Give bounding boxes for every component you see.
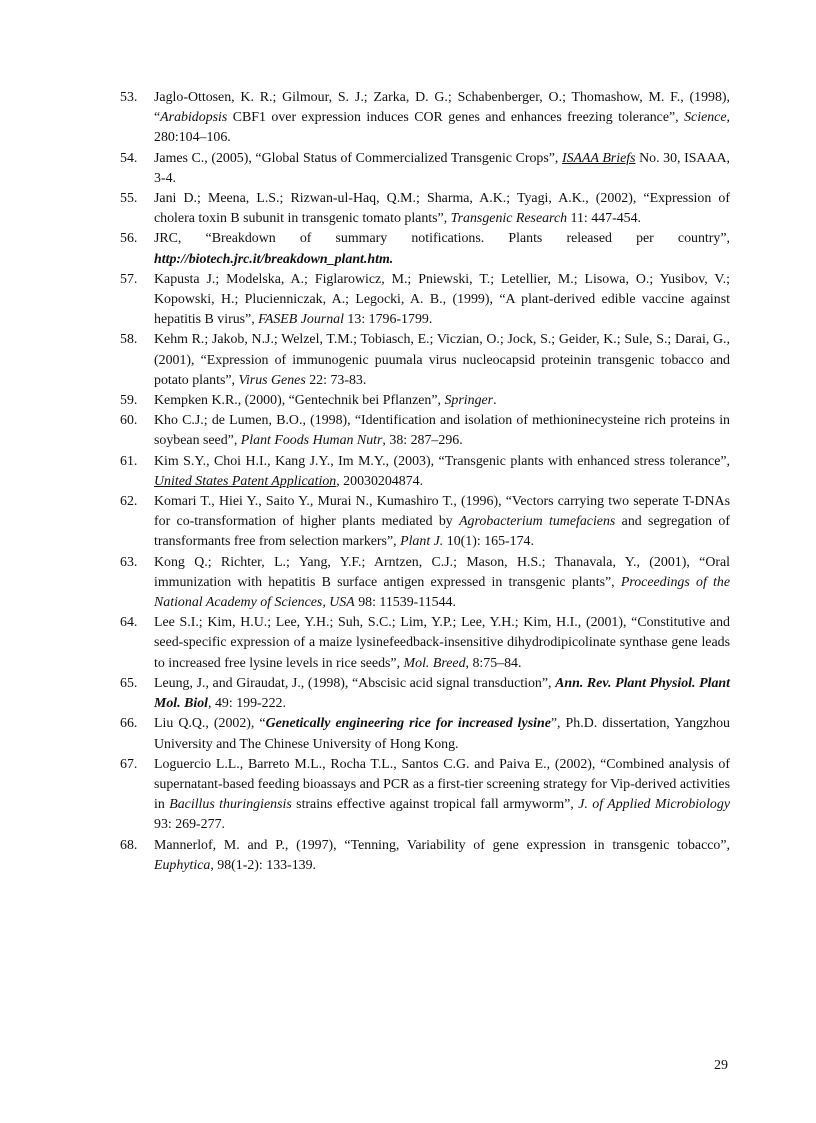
reference-segment: Kehm R.; Jakob, N.J.; Welzel, T.M.; Tobiasch, E.; Viczian, O.; Jock, S.; Geider, K.; Sule, S.; Darai, G., (2001), “Expression of immunogenic puumala virus nucleocapsid proteinin transgenic tobacco and potato plants”,: [154, 332, 730, 388]
reference-text: [154, 272, 730, 327]
reference-item: [116, 836, 730, 876]
reference-item: [116, 492, 730, 553]
reference-text: [154, 191, 730, 226]
reference-item: [116, 452, 730, 492]
reference-number: 58.: [120, 332, 138, 348]
reference-segment: Leung, J., and Giraudat, J., (1998), “Abscisic acid signal transduction”,: [154, 675, 556, 691]
reference-text: [154, 413, 730, 448]
reference-number: 64.: [120, 615, 138, 631]
reference-number: 56.: [120, 231, 138, 247]
reference-text: [154, 151, 730, 186]
reference-segment: strains effective against tropical fall armyworm”,: [291, 797, 579, 813]
reference-segment: 11: 447-454.: [567, 211, 642, 227]
reference-segment: Science: [684, 110, 727, 126]
reference-segment: CBF1 over expression induces COR genes and enhances freezing tolerance”,: [227, 110, 685, 126]
reference-segment: .: [493, 393, 497, 409]
reference-segment: No. 30, ISAAA, 3-4.: [154, 150, 730, 186]
reference-text: [154, 555, 730, 610]
reference-segment: Springer: [444, 393, 494, 409]
reference-text: [154, 838, 730, 873]
reference-item: [116, 714, 730, 754]
reference-text: [154, 757, 730, 833]
reference-segment: 22: 73-83.: [305, 372, 367, 388]
reference-segment: Lee S.I.; Kim, H.U.; Lee, Y.H.; Suh, S.C.; Lim, Y.P.; Lee, Y.H.; Kim, H.I., (2001), “Constitutive and seed-specific expression of a maize lysinefeedback-insensitive dihydrodipicolinate synthase gene leads to increased free lysine levels in rice seeds”,: [154, 615, 730, 671]
reference-text: [154, 676, 730, 711]
reference-text: [154, 231, 730, 266]
reference-segment: Kim S.Y., Choi H.I., Kang J.Y., Im M.Y., (2003), “Transgenic plants with enhanced stress tolerance”,: [154, 453, 730, 469]
reference-segment: , 280:104–106.: [154, 110, 730, 146]
reference-segment: , 98(1-2): 133-139.: [210, 857, 317, 873]
page-number: 29: [714, 1058, 728, 1073]
reference-segment: Loguercio L.L., Barreto M.L., Rocha T.L., Santos C.G. and Paiva E., (2002), “Combined analysis of supernatant-based feeding bioassays and PCR as a first-tier screening strategy for Vip-derived activities in: [154, 756, 730, 813]
reference-segment: Plant J.: [400, 534, 444, 550]
reference-segment: JRC, “Breakdown of summary notifications. Plants released per country”,: [154, 231, 730, 247]
reference-segment: Jaglo-Ottosen, K. R.; Gilmour, S. J.; Zarka, D. G.; Schabenberger, O.; Thomashow, M. F., (1998), “: [154, 90, 730, 126]
reference-text: [154, 90, 730, 145]
reference-segment: ISAAA Briefs: [561, 150, 636, 166]
reference-item: [116, 189, 730, 229]
reference-number: 62.: [120, 494, 138, 510]
reference-segment: Genetically engineering rice for increased lysine: [265, 716, 551, 732]
reference-segment: , 49: 199-222.: [208, 696, 286, 712]
reference-item: [116, 755, 730, 836]
reference-number: 61.: [120, 453, 138, 469]
reference-item: [116, 613, 730, 674]
reference-item: [116, 411, 730, 451]
reference-segment: Mol. Breed: [403, 655, 466, 671]
reference-number: 53.: [120, 90, 138, 105]
reference-item: [116, 149, 730, 189]
reference-item: [116, 674, 730, 714]
reference-segment: James C., (2005), “Global Status of Commercialized Transgenic Crops”,: [154, 150, 562, 166]
reference-text: [154, 454, 730, 489]
reference-number: 63.: [120, 554, 138, 570]
reference-segment: Liu Q.Q., (2002), “: [154, 716, 266, 732]
reference-number: 66.: [120, 716, 138, 732]
reference-number: 68.: [120, 837, 138, 853]
reference-segment: United States Patent Application: [154, 473, 337, 489]
reference-item: [116, 553, 730, 614]
reference-segment: Virus Genes: [238, 372, 306, 388]
reference-segment: Ann. Rev. Plant Physiol. Plant Mol. Biol: [154, 675, 730, 712]
reference-item: [116, 270, 730, 331]
reference-segment: Euphytica: [154, 857, 211, 873]
reference-segment: Plant Foods Human Nutr: [240, 433, 383, 449]
reference-number: 55.: [120, 191, 138, 207]
reference-segment: Kapusta J.; Modelska, A.; Figlarowicz, M.; Pniewski, T.; Letellier, M.; Lisowa, O.; Yusibov, V.; Kopowski, H.; Plucienniczak, A.; Legocki, A. B., (1999), “A plant-derived edible vaccine against hepatitis B virus”,: [154, 271, 730, 328]
reference-text: [154, 393, 497, 408]
reference-segment: , 38: 287–296.: [382, 433, 463, 449]
reference-segment: J. of Applied Microbiology: [578, 797, 730, 813]
reference-text: [154, 494, 730, 549]
reference-segment: Kong Q.; Richter, L.; Yang, Y.F.; Arntzen, C.J.; Mason, H.S.; Thanavala, Y., (2001), “Oral immunization with hepatitis B surface antigen expressed in transgenic plants”,: [154, 554, 730, 590]
reference-segment: Kempken K.R., (2000), “Gentechnik bei Pflanzen”,: [154, 393, 445, 409]
reference-segment: Mannerlof, M. and P., (1997), “Tenning, Variability of gene expression in transgenic tobacco”,: [154, 837, 730, 853]
reference-number: 57.: [120, 271, 138, 287]
reference-segment: and segregation of transformants free from selection markers”,: [154, 514, 730, 550]
reference-segment: Agrobacterium tumefaciens: [459, 514, 616, 530]
reference-segment: Proceedings of the National Academy of Sciences, USA: [154, 574, 730, 611]
reference-segment: Transgenic Research: [450, 211, 568, 227]
reference-number: 54.: [120, 150, 138, 166]
reference-segment: 93: 269-277.: [154, 817, 225, 833]
reference-segment: Jani D.; Meena, L.S.; Rizwan-ul-Haq, Q.M.; Sharma, A.K.; Tyagi, A.K., (2002), “Expression of cholera toxin B subunit in transgenic tomato plants”,: [154, 191, 730, 227]
reference-item: [116, 88, 730, 149]
reference-number: 65.: [120, 675, 138, 691]
reference-segment: FASEB Journal: [258, 312, 344, 328]
reference-segment: ”, Ph.D. dissertation, Yangzhou University and The Chinese University of Hong Kong.: [154, 716, 731, 752]
reference-segment: 13: 1796-1799.: [343, 312, 433, 328]
reference-segment: 98: 11539-11544.: [354, 595, 456, 611]
reference-item: [116, 330, 730, 391]
reference-item: [116, 229, 730, 269]
reference-text: [154, 716, 730, 751]
reference-text: [154, 332, 730, 387]
reference-segment: 10(1): 165-174.: [443, 534, 534, 550]
reference-item: [116, 391, 730, 411]
reference-segment: Kho C.J.; de Lumen, B.O., (1998), “Identification and isolation of methioninecysteine rich proteins in soybean seed”,: [154, 413, 730, 449]
reference-list: [116, 88, 730, 876]
reference-text: [154, 615, 730, 670]
reference-segment: , 20030204874.: [336, 473, 424, 489]
reference-segment: Komari T., Hiei Y., Saito Y., Murai N., Kumashiro T., (1996), “Vectors carrying two seperate T-DNAs for co-transformation of higher plants mediated by: [154, 494, 730, 530]
reference-number: 60.: [120, 413, 138, 429]
reference-number: 59.: [120, 393, 138, 409]
reference-segment: , 8:75–84.: [465, 655, 522, 671]
reference-segment: Arabidopsis: [160, 110, 228, 126]
reference-segment: http://biotech.jrc.it/breakdown_plant.htm.: [154, 251, 394, 267]
reference-number: 67.: [120, 756, 138, 772]
reference-segment: Bacillus thuringiensis: [169, 797, 292, 813]
